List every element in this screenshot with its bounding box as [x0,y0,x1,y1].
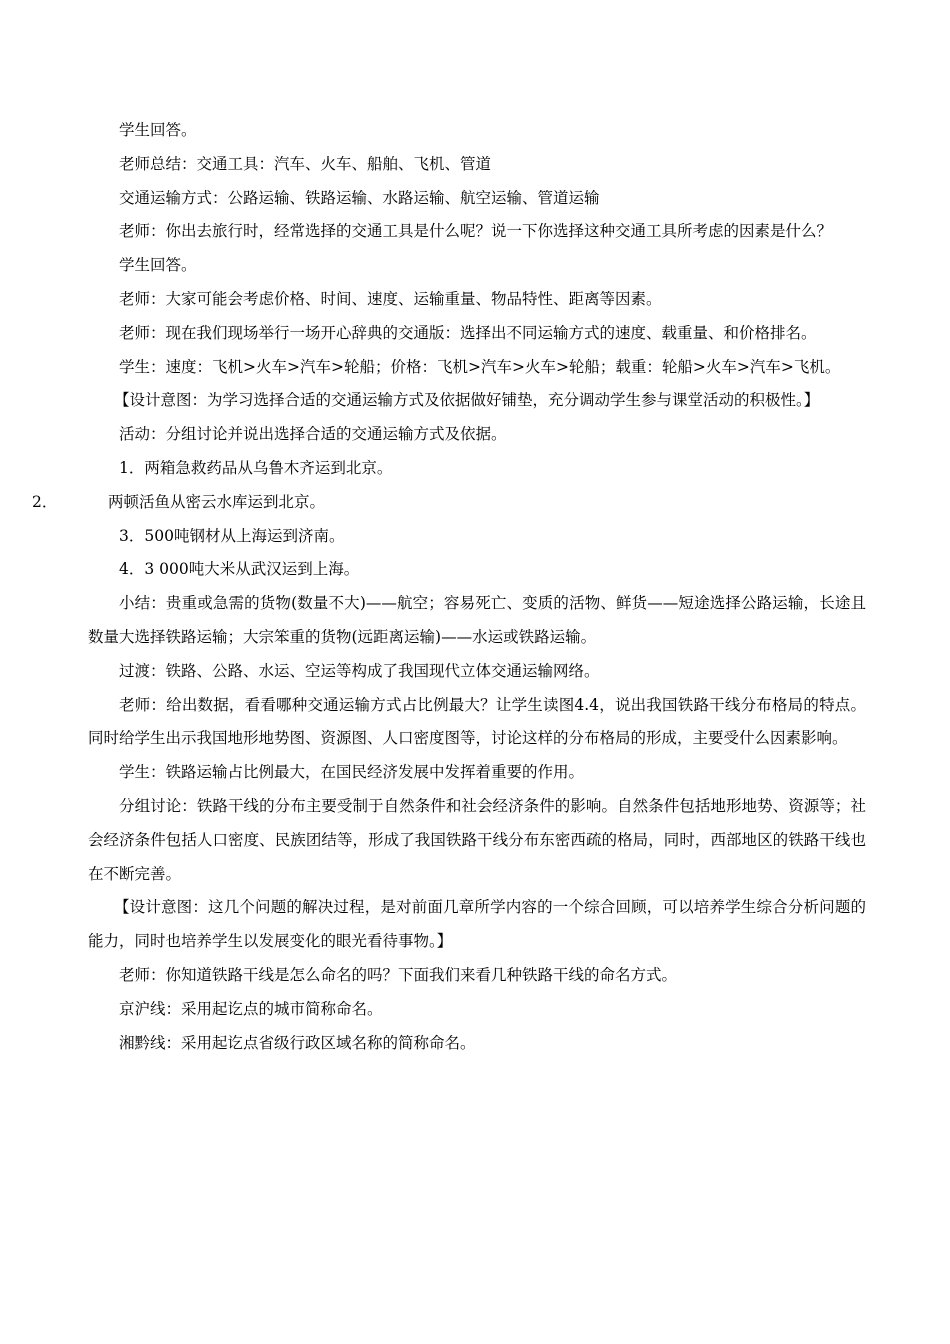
paragraph: 交通运输方式：公路运输、铁路运输、水路运输、航空运输、管道运输 [119,188,600,207]
paragraph: 学生：速度：飞机>火车>汽车>轮船；价格：飞机>汽车>火车>轮船；载重：轮船>火车>汽车>飞机。 [119,357,841,376]
paragraph: 学生：铁路运输占比例最大，在国民经济发展中发挥着重要的作用。 [119,763,585,782]
paragraph: 活动：分组讨论并说出选择合适的交通运输方式及依据。 [119,425,507,444]
paragraph: 过渡：铁路、公路、水运、空运等构成了我国现代立体交通运输网络。 [119,661,600,680]
design-intent-note: 【设计意图：为学习选择合适的交通运输方式及依据做好铺垫，充分调动学生参与课堂活动的积极性。】 [114,391,820,410]
list-item [32,486,866,520]
paragraph: 老师：大家可能会考虑价格、时间、速度、运输重量、物品特性、距离等因素。 [119,289,662,308]
list-item-number: 2． [32,492,58,511]
list-item-text: 两顿活鱼从密云水库运到北京。 [108,492,326,511]
paragraph: 分组讨论：铁路干线的分布主要受制于自然条件和社会经济条件的影响。自然条件包括地形地势、资源等；社会经济条件包括人口密度、民族团结等，形成了我国铁路干线分布东密西疏的格局，同时，西部地区的铁路干线也在不断完善。 [88,796,866,883]
paragraph: 老师：现在我们现场举行一场开心辞典的交通版：选择出不同运输方式的速度、载重量、和价格排名。 [119,323,817,342]
design-intent-note: 【设计意图：这几个问题的解决过程，是对前面几章所学内容的一个综合回顾，可以培养学生综合分析问题的能力，同时也培养学生以发展变化的眼光看待事物。】 [88,898,866,951]
document-body [32,114,866,1060]
paragraph: 京沪线：采用起讫点的城市简称命名。 [119,999,383,1018]
list-item: 3．500吨钢材从上海运到济南。 [119,526,345,545]
paragraph: 小结：贵重或急需的货物(数量不大)——航空；容易死亡、变质的活物、鲜货——短途选择公路运输，长途且数量大选择铁路运输；大宗笨重的货物(远距离运输)——水运或铁路运输。 [88,594,866,646]
paragraph: 老师总结：交通工具：汽车、火车、船舶、飞机、管道 [119,154,492,173]
paragraph: 学生回答。 [119,256,197,275]
list-item: 4．3 000吨大米从武汉运到上海。 [119,560,360,579]
paragraph: 老师：给出数据，看看哪种交通运输方式占比例最大？让学生读图4.4，说出我国铁路干线分布格局的特点。同时给学生出示我国地形地势图、资源图、人口密度图等，讨论这样的分布格局的形成，主要受什么因素影响。 [88,695,866,748]
list-item: 1．两箱急救药品从乌鲁木齐运到北京。 [119,458,393,477]
paragraph: 老师：你知道铁路干线是怎么命名的吗？下面我们来看几种铁路干线的命名方式。 [119,965,678,984]
paragraph: 学生回答。 [119,121,197,139]
paragraph: 湘黔线：采用起讫点省级行政区域名称的简称命名。 [119,1033,476,1052]
paragraph: 老师：你出去旅行时，经常选择的交通工具是什么呢？说一下你选择这种交通工具所考虑的因素是什么？ [119,222,833,241]
